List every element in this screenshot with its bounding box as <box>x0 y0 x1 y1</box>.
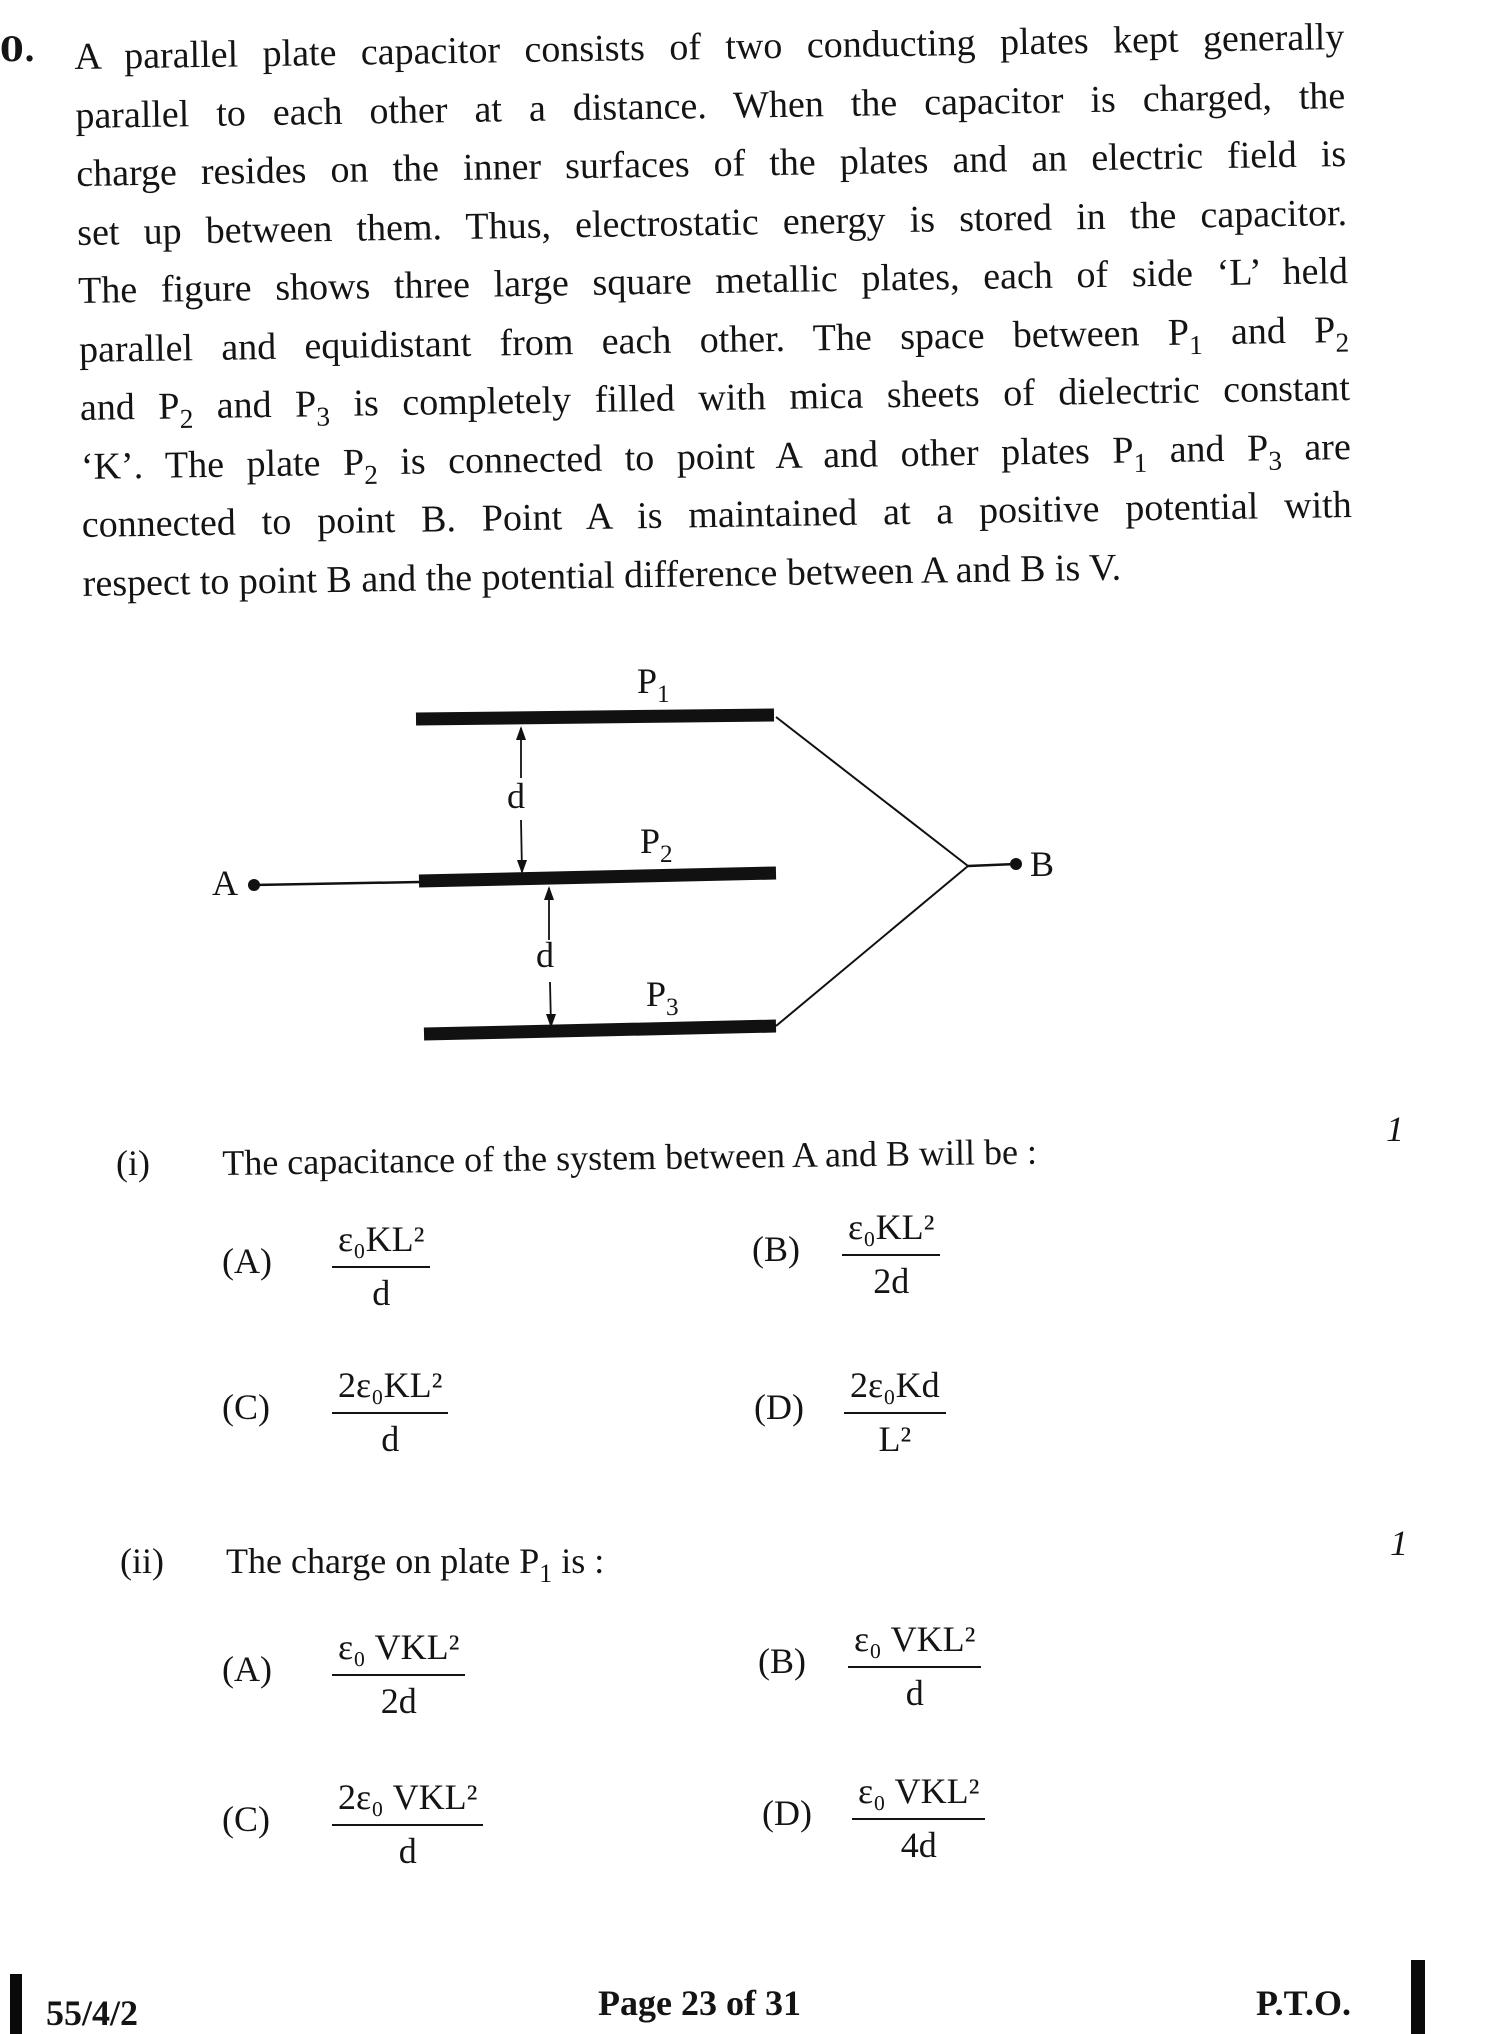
subquestion-text: The capacitance of the system between A and B will be : <box>222 1131 1038 1183</box>
point-a-dot <box>248 879 260 891</box>
question-number: 0. <box>0 30 36 70</box>
option-letter: (C) <box>222 1387 270 1427</box>
arrow-down-icon <box>517 860 527 874</box>
plate-p2 <box>419 873 776 881</box>
passage-line: parallel and equidistant from each other. The space between $P_1$ and $P_2$ <box>78 308 1350 371</box>
question-passage <box>74 8 1353 613</box>
marks: 1 <box>1386 1109 1404 1149</box>
passage-line: The figure shows three large square metallic plates, each of side ‘L’ held <box>77 250 1349 312</box>
label-p2: $P_2$ <box>640 821 673 868</box>
passage-line: set up between them. Thus, electrostatic energy is stored in the capacitor. <box>76 191 1348 254</box>
label-p3: $P_3$ <box>646 974 679 1021</box>
wire-a <box>254 882 420 885</box>
subquestion-number: (i) <box>116 1143 150 1183</box>
label-point-b: B <box>1030 844 1055 884</box>
option-letter: (A) <box>222 1649 272 1689</box>
passage-line: parallel to each other at a distance. When the capacitor is charged, the <box>75 74 1346 137</box>
footer-bar-right <box>1411 1960 1425 2034</box>
label-gap-d1: d <box>507 776 525 816</box>
passage-line: ‘K’. The plate $P_2$ is connected to point A and other plates $P_1$ and $P_3$ are <box>80 425 1352 490</box>
passage-line: connected to point B. Point A is maintained at a positive potential with <box>81 483 1352 546</box>
option-letter: (D) <box>754 1387 804 1427</box>
footer-bar-left <box>10 1974 22 2034</box>
passage-line: A parallel plate capacitor consists of two conducting plates kept generally <box>74 16 1345 78</box>
passage-line: charge resides on the inner surfaces of the plates and an electric field is <box>75 133 1347 195</box>
subquestion-text: The charge on plate $P_1$ is : <box>226 1541 605 1589</box>
label-p1: $P_1$ <box>637 661 670 708</box>
option-letter: (B) <box>752 1229 800 1269</box>
plate-p1 <box>416 715 774 719</box>
marks: 1 <box>1390 1523 1408 1563</box>
point-b-dot <box>1010 858 1022 870</box>
page-number: Page 23 of 31 <box>598 1983 801 2023</box>
wire-p1-b <box>776 717 968 866</box>
option-letter: (C) <box>222 1799 270 1839</box>
page-footer <box>0 1960 1505 2034</box>
passage-line: respect to point B and the potential difference between A and B is V. <box>82 546 1122 605</box>
plate-p3 <box>424 1026 776 1034</box>
subquestion-number: (ii) <box>120 1541 164 1581</box>
label-gap-d2: d <box>536 935 554 975</box>
option-letter: (B) <box>758 1641 806 1681</box>
arrow-up-icon <box>516 726 526 740</box>
arrow-up-icon <box>544 886 554 900</box>
wire-b <box>968 864 1016 866</box>
paper-code: 55/4/2 <box>46 1993 139 2033</box>
option-letter: (A) <box>222 1241 272 1281</box>
please-turn-over: P.T.O. <box>1256 1983 1352 2023</box>
wire-p3-b <box>776 866 968 1026</box>
label-point-a: A <box>212 863 238 903</box>
arrow-down-icon <box>546 1014 556 1028</box>
option-letter: (D) <box>762 1793 812 1833</box>
passage-line: and $P_2$ and $P_3$ is completely filled with mica sheets of dielectric constant <box>79 367 1351 434</box>
